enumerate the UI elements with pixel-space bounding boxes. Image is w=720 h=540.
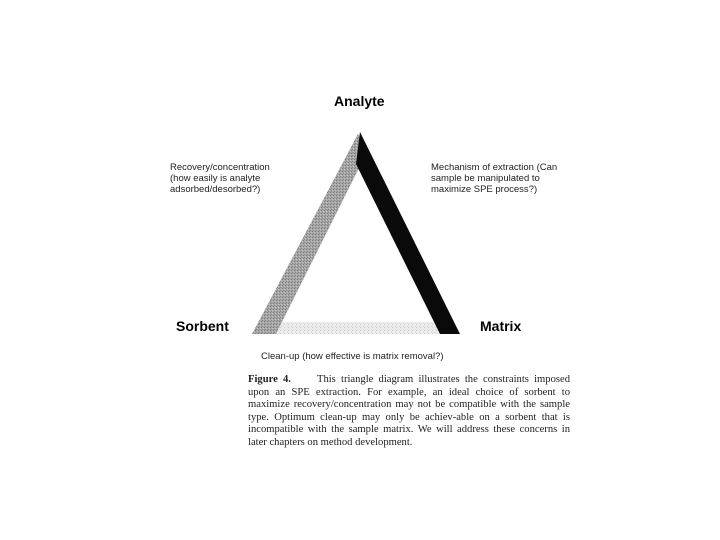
bottom-edge-note: Clean-up (how effective is matrix removal?)	[261, 351, 444, 362]
vertex-matrix-label: Matrix	[480, 318, 522, 334]
caption-text: This triangle diagram illustrates the constraints imposed upon an SPE extraction. For example, an ideal choice of sorbent to maximize recovery/concentration may not be compatible with the sample type. Optimum clean-up may only be achiev-able on a sorbent that is incompatible with the sample matrix. We will address these concerns in later chapters on method development.	[248, 374, 570, 448]
left-edge-note: Recovery/concentration (how easily is analyte adsorbed/desorbed?)	[170, 162, 270, 195]
vertex-sorbent-label: Sorbent	[176, 318, 229, 334]
vertex-analyte-label: Analyte	[334, 93, 385, 109]
figure-label: Figure 4.	[248, 374, 291, 385]
right-edge-note: Mechanism of extraction (Can sample be manipulated to maximize SPE process?)	[431, 162, 558, 195]
bottom-side-bar	[256, 322, 458, 334]
figure-caption	[248, 374, 570, 450]
